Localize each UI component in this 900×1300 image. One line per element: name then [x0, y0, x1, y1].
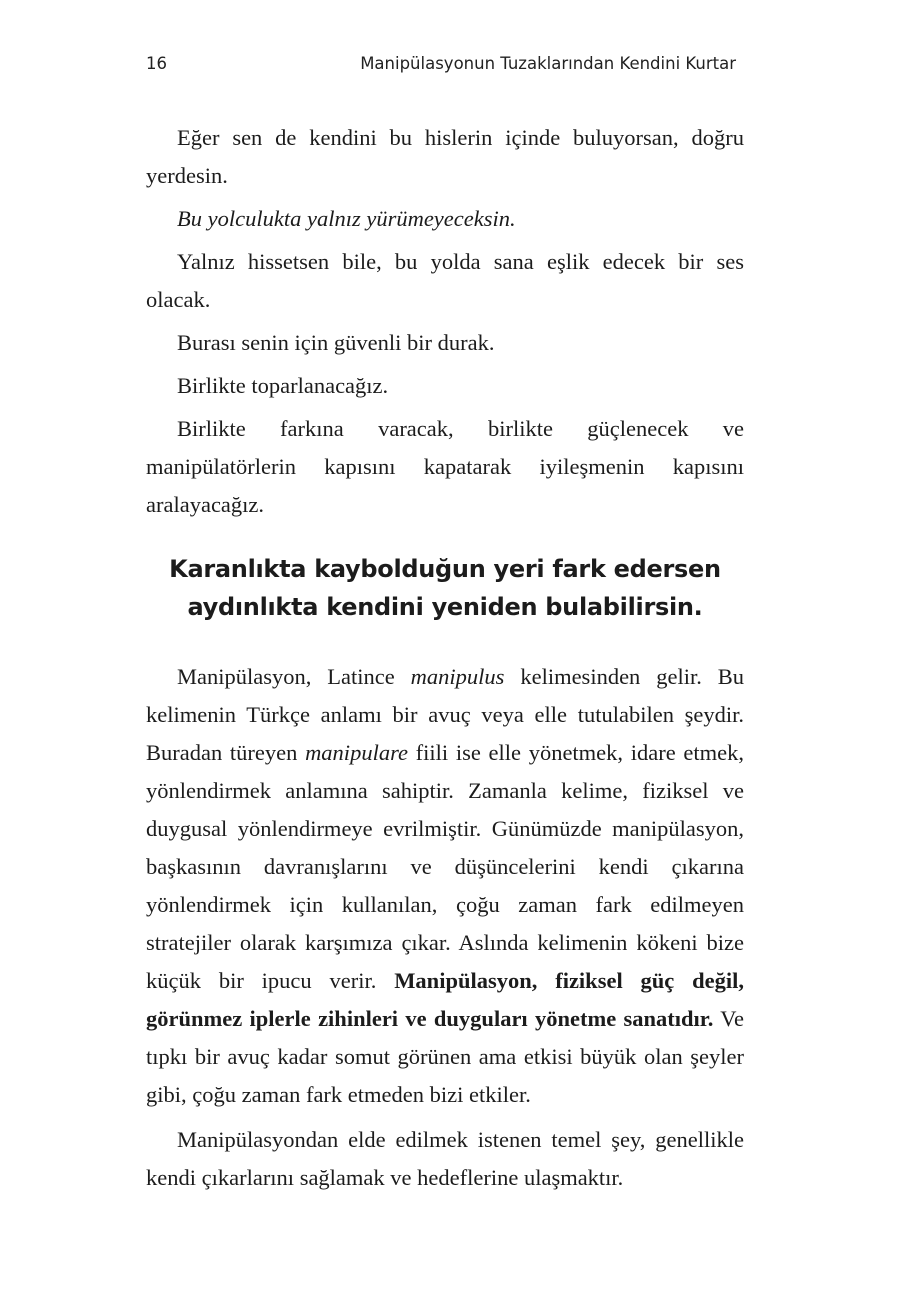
section-heading	[146, 550, 744, 626]
paragraph: Eğer sen de kendini bu hislerin içinde buluyorsan, doğru yerdesin.	[146, 125, 744, 188]
text-run: Ve tıpkı bir avuç kadar somut görünen ama etkisi büyük olan şeyler gibi, çoğu zaman fark etmeden bizi etkiler.	[146, 1006, 745, 1107]
paragraph: Birlikte farkına varacak, birlikte güçlenecek ve manipülatörlerin kapısını kapatarak iyileşmenin kapısını aralayacağız.	[146, 416, 744, 517]
bold-statement: Manipülasyon, fiziksel güç değil, görünmez iplerle zihinleri ve duyguları yönetme sanatıdır.	[146, 968, 744, 1031]
paragraph-main	[146, 658, 744, 1114]
paragraph: Burası senin için güvenli bir durak.	[177, 330, 495, 355]
text-run: kelimesinden gelir. Bu kelimenin Türkçe anlamı bir avuç veya elle tutulabilen şeydir. Buradan türeyen	[146, 664, 745, 765]
paragraph: Yalnız hissetsen bile, bu yolda sana eşlik edecek bir ses olacak.	[146, 249, 744, 312]
paragraph-italic	[146, 200, 744, 238]
page-header	[146, 54, 736, 80]
text-run: Manipülasyon, Latince	[177, 664, 411, 689]
italic-term: manipulus	[410, 664, 505, 689]
paragraph: Birlikte toparlanacağız.	[177, 373, 389, 398]
paragraph: Manipülasyondan elde edilmek istenen temel şey, genellikle kendi çıkarlarını sağlamak ve hedeflerine ulaşmaktır.	[146, 1127, 744, 1190]
page-body	[146, 119, 744, 1204]
text-run: fiili ise elle yönetmek, idare etmek, yönlendirmek anlamına sahiptir. Zamanla kelime, fiziksel ve duygusal yönlendirmeye evrilmiştir. Günümüzde manipülasyon, başkasının davranışlarını ve düşüncelerini kendi çıkarına yönlendirmek için kullanılan, çoğu zaman fark edilmeyen stratejiler olarak karşımıza çıkar. Aslında kelimenin kökeni bize küçük bir ipucu verir.	[146, 740, 744, 993]
italic-term: manipulare	[305, 740, 408, 765]
heading-line-2: aydınlıkta kendini yeniden bulabilirsin.	[187, 593, 703, 621]
italic-line: Bu yolculukta yalnız yürümeyeceksin.	[177, 206, 516, 231]
running-title: Manipülasyonun Tuzaklarından Kendini Kurtar	[360, 54, 736, 73]
page-number: 16	[146, 54, 167, 73]
heading-line-1: Karanlıkta kaybolduğun yeri fark edersen	[169, 555, 721, 583]
